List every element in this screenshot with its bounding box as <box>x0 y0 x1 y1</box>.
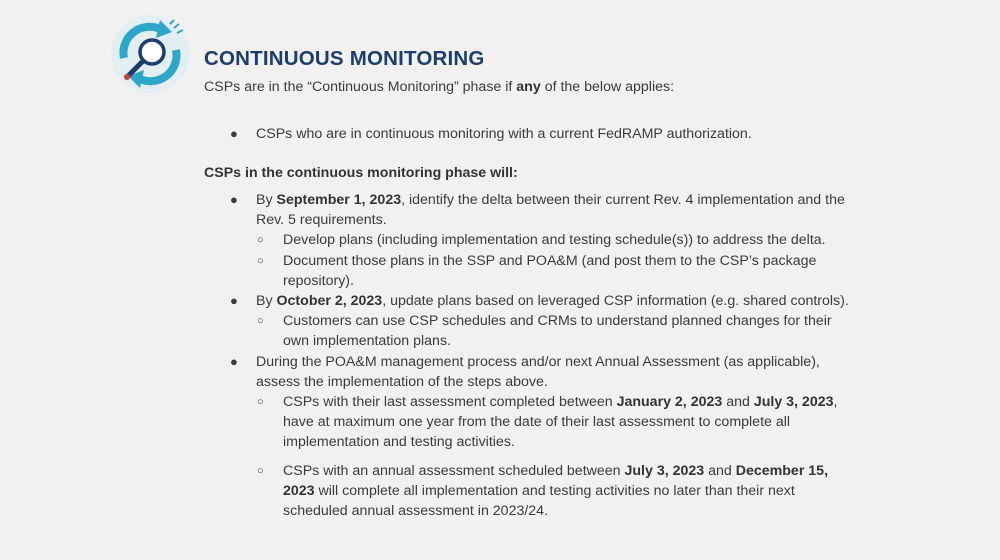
list-item: ● By September 1, 2023, identify the delta between their current Rev. 4 implementation and the Rev. 5 requirements. ○ Develop plans (including implementation and testing schedule(s)) to address the delta. ○ Document those plans in the SSP and POA&M (and post them to the CSP’s package repository). <box>230 190 850 291</box>
bullet-icon: ● <box>230 353 238 369</box>
sub-list <box>230 311 850 351</box>
scope-list <box>230 126 752 142</box>
sub-list <box>230 230 850 291</box>
list-item: ○ CSPs with an annual assessment scheduled between July 3, 2023 and December 15, 2023 will complete all implementation and testing activities no later than their next scheduled annual assessment in 2023/24. <box>257 462 829 520</box>
bullet-icon: ● <box>230 192 238 207</box>
list-item: ○ CSPs with their last assessment completed between January 2, 2023 and July 3, 2023, have at maximum one year from the date of their last assessment to complete all implementation and testing activities. <box>257 394 838 451</box>
list-item: ○ Customers can use CSP schedules and CRMs to understand planned changes for their own implementation plans. <box>257 313 832 350</box>
intro-text: CSPs are in the “Continuous Monitoring” phase if any of the below applies: <box>204 79 675 95</box>
bullet-icon: ● <box>230 126 238 141</box>
circle-bullet-icon: ○ <box>257 315 264 328</box>
circle-bullet-icon: ○ <box>257 234 264 247</box>
list-item: ○ Document those plans in the SSP and POA&M (and post them to the CSP’s package repository). <box>257 252 817 289</box>
list-item: ● CSPs who are in continuous monitoring with a current FedRAMP authorization. <box>230 126 752 142</box>
section-title: CONTINUOUS MONITORING <box>204 47 485 70</box>
circle-bullet-icon: ○ <box>257 396 264 409</box>
magnifier-refresh-icon <box>110 14 190 94</box>
list-item: ● During the POA&M management process and/or next Annual Assessment (as applicable), assess the implementation of the steps above. ○ CSPs with their last assessment completed between January 2, 2023 and July 3, 2023, have at maximum one year from the date of their last assessment to complete all implementation and testing activities. ○ CSPs with an annual assessment scheduled between July 3, 2023 and December 15, 2023 will complete all implementation and testing activities no later than their next scheduled annual assessment in 2023/24. <box>230 352 850 522</box>
sub-list <box>230 392 850 521</box>
circle-bullet-icon: ○ <box>257 464 264 477</box>
list-item: ○ Develop plans (including implementation and testing schedule(s)) to address the delta. <box>230 230 850 250</box>
bullet-icon: ● <box>230 293 238 309</box>
circle-bullet-icon: ○ <box>257 254 264 267</box>
list-item: ● By October 2, 2023, update plans based on leveraged CSP information (e.g. shared controls). ○ Customers can use CSP schedules and CRMs to understand planned changes for their own implementation plans. <box>230 291 850 352</box>
steps-list <box>230 190 850 521</box>
phase-heading: CSPs in the continuous monitoring phase will: <box>204 165 518 181</box>
